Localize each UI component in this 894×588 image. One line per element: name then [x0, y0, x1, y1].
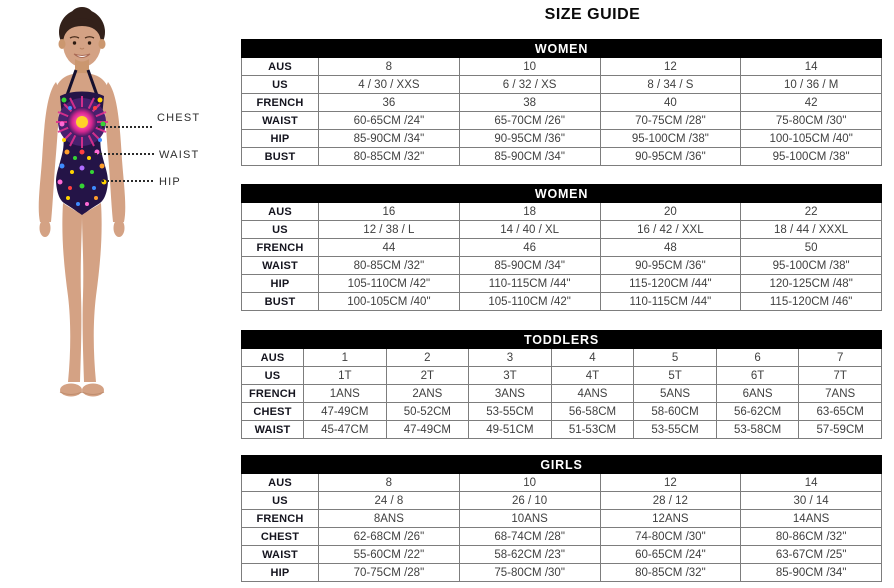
table-cell: 3ANS	[469, 385, 552, 403]
table-cell: 85-90CM /34"	[319, 130, 460, 148]
table-cell: 10	[459, 474, 600, 492]
table-cell: 10ANS	[459, 510, 600, 528]
table-row	[242, 239, 882, 257]
row-label: WAIST	[242, 112, 319, 130]
table-cell: 115-120CM /46"	[741, 293, 882, 311]
row-label: HIP	[242, 130, 319, 148]
table-cell: 42	[741, 94, 882, 112]
table-cell: 7T	[799, 367, 882, 385]
table-cell: 7	[799, 349, 882, 367]
table-cell: 26 / 10	[459, 492, 600, 510]
table-cell: 44	[319, 239, 460, 257]
table-cell: 58-62CM /23"	[459, 546, 600, 564]
row-label: CHEST	[242, 403, 304, 421]
table-row	[242, 221, 882, 239]
waist-callout-line	[95, 153, 154, 155]
table-cell: 95-100CM /38"	[741, 257, 882, 275]
table-cell: 47-49CM	[304, 403, 387, 421]
table-cell: 74-80CM /30"	[600, 528, 741, 546]
table-cell: 3T	[469, 367, 552, 385]
table-cell: 24 / 8	[319, 492, 460, 510]
table-cell: 8ANS	[319, 510, 460, 528]
table-cell: 7ANS	[799, 385, 882, 403]
size-table-women-16-22	[241, 184, 882, 311]
table-cell: 16	[319, 203, 460, 221]
table-row	[242, 349, 882, 367]
chest-callout-line	[98, 126, 152, 128]
table-cell: 5T	[634, 367, 717, 385]
row-label: FRENCH	[242, 94, 319, 112]
table-header-band: WOMEN	[242, 185, 882, 203]
table-cell: 60-65CM /24"	[319, 112, 460, 130]
table-cell: 75-80CM /30"	[459, 564, 600, 582]
table-cell: 4	[551, 349, 634, 367]
table-cell: 120-125CM /48"	[741, 275, 882, 293]
row-label: WAIST	[242, 421, 304, 439]
table-cell: 90-95CM /36"	[459, 130, 600, 148]
table-cell: 10	[459, 58, 600, 76]
table-cell: 63-65CM	[799, 403, 882, 421]
table-cell: 36	[319, 94, 460, 112]
chest-label: CHEST	[157, 112, 201, 124]
table-cell: 4T	[551, 367, 634, 385]
model-figure	[0, 0, 240, 430]
table-row	[242, 528, 882, 546]
table-cell: 1ANS	[304, 385, 387, 403]
table-cell: 14	[741, 474, 882, 492]
table-cell: 30 / 14	[741, 492, 882, 510]
table-cell: 63-67CM /25"	[741, 546, 882, 564]
table-cell: 12 / 38 / L	[319, 221, 460, 239]
table-cell: 110-115CM /44"	[600, 293, 741, 311]
table-cell: 90-95CM /36"	[600, 148, 741, 166]
table-cell: 50	[741, 239, 882, 257]
table-header-band: GIRLS	[242, 456, 882, 474]
table-cell: 51-53CM	[551, 421, 634, 439]
table-cell: 4ANS	[551, 385, 634, 403]
table-cell: 38	[459, 94, 600, 112]
row-label: WAIST	[242, 546, 319, 564]
row-label: US	[242, 221, 319, 239]
row-label: US	[242, 367, 304, 385]
swimsuit-model-illustration	[0, 0, 240, 430]
table-cell: 70-75CM /28"	[600, 112, 741, 130]
table-cell: 1T	[304, 367, 387, 385]
table-cell: 10 / 36 / M	[741, 76, 882, 94]
hip-label: HIP	[159, 176, 181, 188]
table-cell: 53-55CM	[634, 421, 717, 439]
table-cell: 2	[386, 349, 469, 367]
table-cell: 12	[600, 474, 741, 492]
size-table-women-8-14	[241, 39, 882, 166]
table-cell: 5	[634, 349, 717, 367]
row-label: AUS	[242, 203, 319, 221]
table-cell: 6T	[716, 367, 799, 385]
table-row	[242, 474, 882, 492]
table-cell: 62-68CM /26"	[319, 528, 460, 546]
table-cell: 16 / 42 / XXL	[600, 221, 741, 239]
table-cell: 110-115CM /44"	[459, 275, 600, 293]
table-cell: 14	[741, 58, 882, 76]
table-cell: 56-58CM	[551, 403, 634, 421]
row-label: CHEST	[242, 528, 319, 546]
size-table-toddlers	[241, 330, 882, 439]
table-cell: 68-74CM /28"	[459, 528, 600, 546]
table-cell: 3	[469, 349, 552, 367]
table-cell: 45-47CM	[304, 421, 387, 439]
table-cell: 53-58CM	[716, 421, 799, 439]
table-cell: 50-52CM	[386, 403, 469, 421]
table-cell: 85-90CM /34"	[741, 564, 882, 582]
table-cell: 57-59CM	[799, 421, 882, 439]
row-label: US	[242, 492, 319, 510]
table-cell: 4 / 30 / XXS	[319, 76, 460, 94]
table-row	[242, 492, 882, 510]
table-cell: 18	[459, 203, 600, 221]
table-cell: 85-90CM /34"	[459, 148, 600, 166]
table-cell: 20	[600, 203, 741, 221]
hip-callout-line	[102, 180, 153, 182]
table-row	[242, 546, 882, 564]
row-label: AUS	[242, 349, 304, 367]
table-cell: 56-62CM	[716, 403, 799, 421]
table-cell: 105-110CM /42"	[319, 275, 460, 293]
table-cell: 40	[600, 94, 741, 112]
table-cell: 100-105CM /40"	[741, 130, 882, 148]
row-label: WAIST	[242, 257, 319, 275]
table-row	[242, 367, 882, 385]
table-cell: 12ANS	[600, 510, 741, 528]
table-cell: 58-60CM	[634, 403, 717, 421]
table-row	[242, 94, 882, 112]
table-header-band: WOMEN	[242, 40, 882, 58]
table-cell: 100-105CM /40"	[319, 293, 460, 311]
page-title: SIZE GUIDE	[544, 6, 641, 23]
table-cell: 70-75CM /28"	[319, 564, 460, 582]
table-row	[242, 112, 882, 130]
table-cell: 60-65CM /24"	[600, 546, 741, 564]
table-row	[242, 58, 882, 76]
table-cell: 14ANS	[741, 510, 882, 528]
waist-label: WAIST	[159, 149, 200, 161]
table-cell: 1	[304, 349, 387, 367]
table-row	[242, 421, 882, 439]
table-cell: 80-86CM /32"	[741, 528, 882, 546]
row-label: HIP	[242, 564, 319, 582]
table-row	[242, 76, 882, 94]
table-cell: 18 / 44 / XXXL	[741, 221, 882, 239]
table-row	[242, 403, 882, 421]
table-cell: 6 / 32 / XS	[459, 76, 600, 94]
row-label: FRENCH	[242, 239, 319, 257]
table-cell: 49-51CM	[469, 421, 552, 439]
table-row	[242, 510, 882, 528]
table-row	[242, 385, 882, 403]
table-cell: 8	[319, 58, 460, 76]
table-cell: 75-80CM /30"	[741, 112, 882, 130]
table-cell: 28 / 12	[600, 492, 741, 510]
row-label: HIP	[242, 275, 319, 293]
table-cell: 8 / 34 / S	[600, 76, 741, 94]
row-label: FRENCH	[242, 385, 304, 403]
table-row	[242, 130, 882, 148]
table-cell: 8	[319, 474, 460, 492]
row-label: AUS	[242, 474, 319, 492]
table-cell: 80-85CM /32"	[600, 564, 741, 582]
row-label: BUST	[242, 293, 319, 311]
table-cell: 55-60CM /22"	[319, 546, 460, 564]
table-cell: 22	[741, 203, 882, 221]
table-header-band: TODDLERS	[242, 331, 882, 349]
table-cell: 47-49CM	[386, 421, 469, 439]
table-row	[242, 293, 882, 311]
table-cell: 2T	[386, 367, 469, 385]
table-cell: 90-95CM /36"	[600, 257, 741, 275]
table-cell: 80-85CM /32"	[319, 148, 460, 166]
table-cell: 53-55CM	[469, 403, 552, 421]
size-table-girls	[241, 455, 882, 582]
row-label: AUS	[242, 58, 319, 76]
table-row	[242, 564, 882, 582]
table-cell: 46	[459, 239, 600, 257]
table-cell: 80-85CM /32"	[319, 257, 460, 275]
table-cell: 85-90CM /34"	[459, 257, 600, 275]
row-label: US	[242, 76, 319, 94]
table-cell: 105-110CM /42"	[459, 293, 600, 311]
table-cell: 48	[600, 239, 741, 257]
row-label: BUST	[242, 148, 319, 166]
row-label: FRENCH	[242, 510, 319, 528]
table-cell: 2ANS	[386, 385, 469, 403]
table-cell: 6ANS	[716, 385, 799, 403]
table-row	[242, 148, 882, 166]
table-cell: 95-100CM /38"	[600, 130, 741, 148]
table-row	[242, 275, 882, 293]
table-row	[242, 203, 882, 221]
table-cell: 65-70CM /26"	[459, 112, 600, 130]
table-cell: 14 / 40 / XL	[459, 221, 600, 239]
table-cell: 115-120CM /44"	[600, 275, 741, 293]
table-cell: 6	[716, 349, 799, 367]
table-row	[242, 257, 882, 275]
table-cell: 5ANS	[634, 385, 717, 403]
table-cell: 12	[600, 58, 741, 76]
table-cell: 95-100CM /38"	[741, 148, 882, 166]
